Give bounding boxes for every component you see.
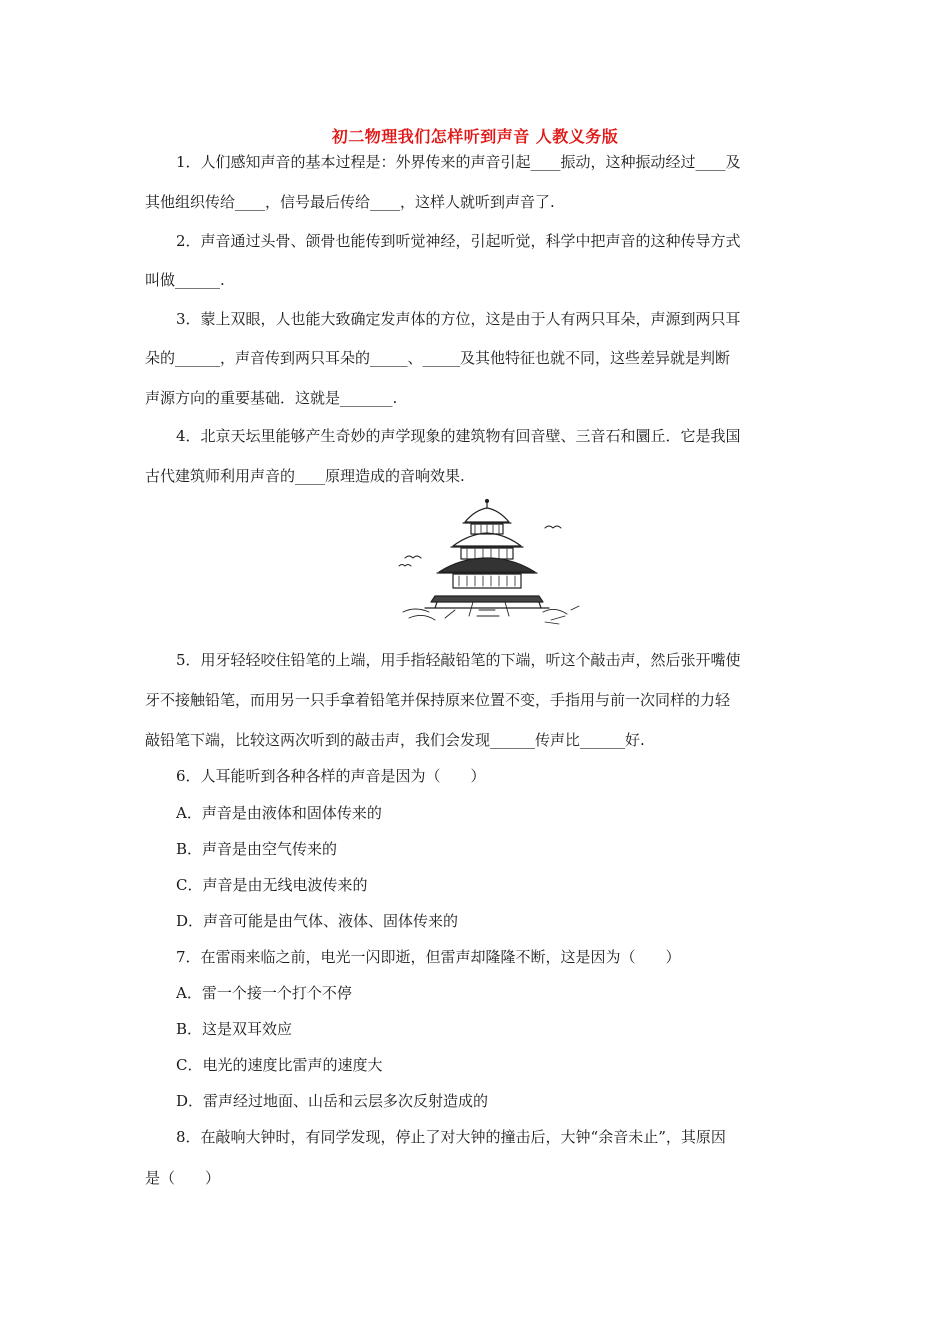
question-6-option-b: B．声音是由空气传来的 [176,840,338,858]
question-7-stem: 7．在雷雨来临之前，电光一闪即逝，但雷声却隆隆不断，这是因为（ ） [176,948,681,966]
question-1-line-1: 1．人们感知声音的基本过程是：外界传来的声音引起____振动，这种振动经过____及 [176,153,741,171]
question-6-option-d: D．声音可能是由气体、液体、固体传来的 [176,912,459,930]
question-2-line-1: 2．声音通过头骨、颌骨也能传到听觉神经，引起听觉，科学中把声音的这种传导方式 [176,232,741,250]
question-6-option-c: C．声音是由无线电波传来的 [176,876,368,894]
question-3-line-3: 声源方向的重要基础．这就是_______. [145,389,398,407]
question-8-line-2: 是（ ） [145,1169,221,1187]
question-6-option-a: A．声音是由液体和固体传来的 [176,804,382,822]
question-3-line-1: 3．蒙上双眼，人也能大致确定发声体的方位，这是由于人有两只耳朵，声源到两只耳 [176,310,741,328]
question-7-option-c: C．电光的速度比雷声的速度大 [176,1056,383,1074]
document-title: 初二物理我们怎样听到声音 人教义务版 [331,127,619,146]
question-4-line-1: 4．北京天坛里能够产生奇妙的声学现象的建筑物有回音壁、三音石和圜丘．它是我国 [176,427,741,445]
question-5-line-1: 5．用牙轻轻咬住铅笔的上端，用手指轻敲铅笔的下端，听这个敲击声，然后张开嘴使 [176,651,741,669]
question-8-line-1: 8．在敲响大钟时，有同学发现，停止了对大钟的撞击后，大钟“余音未止”，其原因 [176,1128,726,1146]
question-7-option-a: A．雷一个接一个打个不停 [176,984,352,1002]
question-5-line-3: 敲铅笔下端，比较这两次听到的敲击声，我们会发现______传声比______好. [145,731,645,749]
question-2-line-2: 叫做______. [145,271,225,289]
question-4-line-2: 古代建筑师利用声音的____原理造成的音响效果. [145,467,465,485]
question-7-option-b: B．这是双耳效应 [176,1020,293,1038]
question-3-line-2: 朵的______，声音传到两只耳朵的_____、_____及其他特征也就不同，这些差异就是判断 [145,349,731,367]
question-1-line-2: 其他组织传给____，信号最后传给____，这样人就听到声音了. [145,193,555,211]
temple-of-heaven-illustration [395,498,585,628]
question-7-option-d: D．雷声经过地面、山岳和云层多次反射造成的 [176,1092,489,1110]
question-6-stem: 6．人耳能听到各种各样的声音是因为（ ） [176,767,486,785]
question-5-line-2: 牙不接触铅笔，而用另一只手拿着铅笔并保持原来位置不变，手指用与前一次同样的力轻 [145,691,731,709]
